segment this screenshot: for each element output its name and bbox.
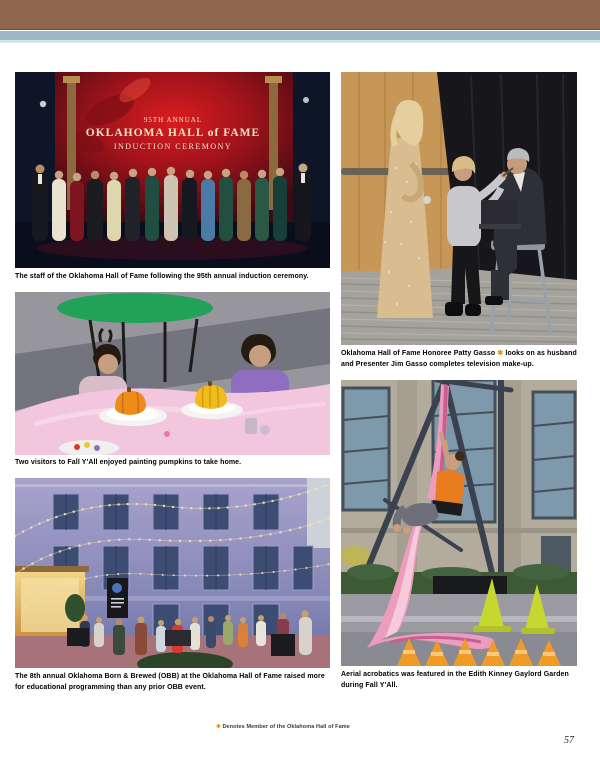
page-number: 57 — [564, 735, 574, 746]
makeup-caption-text-after: looks on as husband and Presenter Jim Gasso completes television make-up. — [341, 350, 577, 368]
footnote-text: Denotes Member of the Oklahoma Hall of Fame — [222, 724, 350, 730]
member-star-icon — [216, 724, 221, 730]
backdrop-line3: INDUCTION CEREMONY — [113, 142, 233, 151]
top-brown-bar — [0, 0, 600, 30]
ceremony-caption: The staff of the Oklahoma Hall of Fame following the 95th annual induction ceremony. — [15, 273, 309, 280]
obb-caption: The 8th annual Oklahoma Born & Brewed (OBB) at the Oklahoma Hall of Fame raised more for educational programming than any prior OBB event. — [15, 673, 325, 691]
backdrop-line1: 95TH ANNUAL — [143, 116, 203, 124]
aerial-caption: Aerial acrobatics was featured in the Edith Kinney Gaylord Garden during Fall Y'All. — [341, 671, 569, 689]
makeup-caption-text-before: Oklahoma Hall of Fame Honoree Patty Gasso — [341, 350, 496, 357]
accent-bar-fade — [0, 40, 600, 43]
pumpkin-painting-photo — [15, 292, 330, 455]
backdrop-line2: OKLAHOMA HALL of FAME — [85, 127, 261, 139]
obb-event-photo — [15, 478, 330, 668]
makeup-caption — [341, 348, 577, 370]
pumpkin-painting-illustration — [15, 292, 330, 455]
aerial-acrobatics-photo — [341, 380, 577, 666]
makeup-backstage-illustration — [341, 72, 577, 345]
induction-ceremony-illustration — [15, 72, 330, 268]
obb-event-illustration — [15, 478, 330, 668]
aerial-acrobatics-illustration — [341, 380, 577, 666]
member-footnote — [0, 724, 566, 730]
induction-ceremony-photo — [15, 72, 330, 268]
pumpkins-caption: Two visitors to Fall Y'All enjoyed painting pumpkins to take home. — [15, 459, 242, 466]
accent-blue-bar — [0, 31, 600, 40]
makeup-backstage-photo — [341, 72, 577, 345]
member-star-icon — [497, 350, 503, 357]
